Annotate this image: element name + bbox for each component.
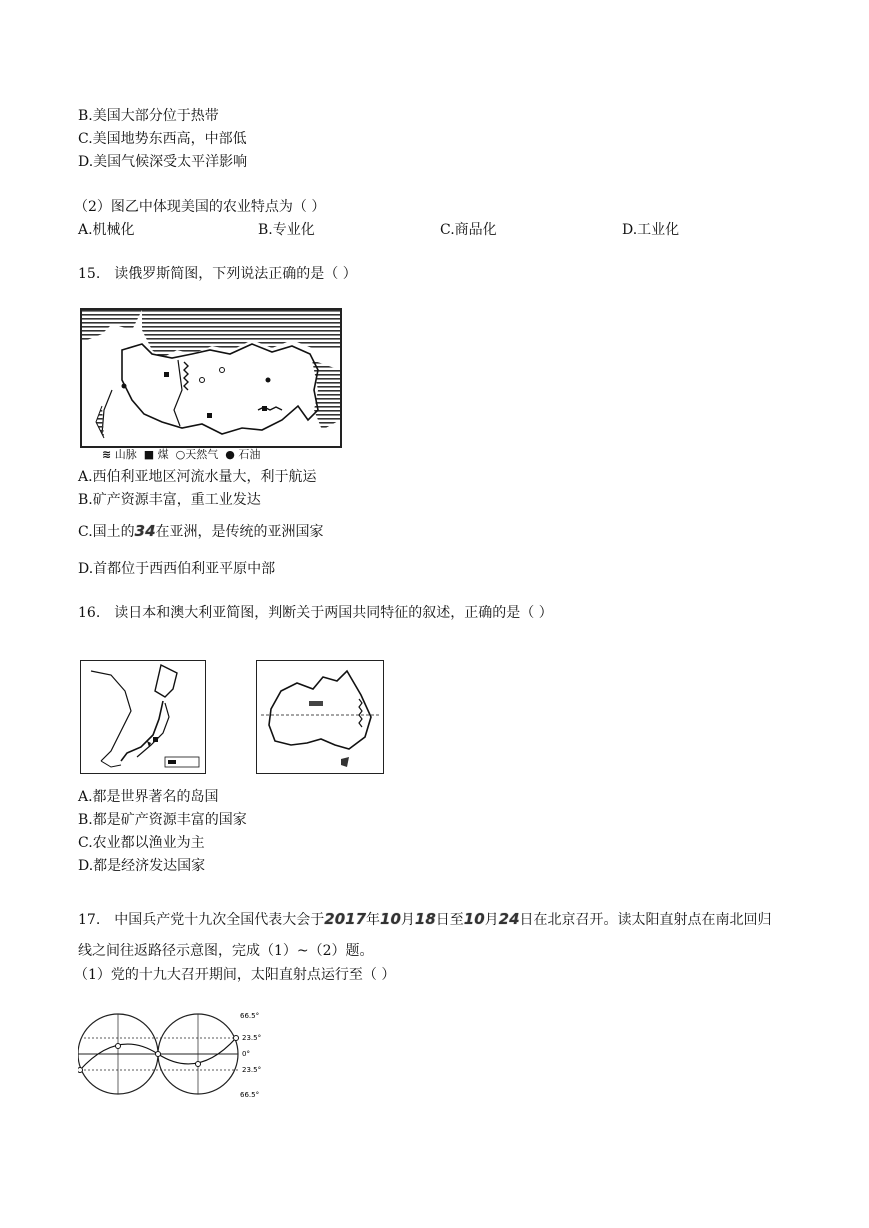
sun-path-drawing	[78, 1008, 268, 1100]
q17-day-2: 24	[498, 910, 520, 928]
q17-stem-post: 日在北京召开。读太阳直射点在南北回归	[519, 912, 772, 928]
lat-label-66s: 66.5°	[240, 1091, 260, 1099]
q17-stem	[78, 909, 772, 930]
q14-sub2-option-d: D.工业化	[622, 222, 680, 238]
q14-sub2-option-c: C.商品化	[440, 222, 497, 238]
mountain-legend-icon: ≋	[102, 448, 112, 461]
q15-option-a: A.西伯利亚地区河流水量大，利于航运	[78, 469, 317, 485]
q15-option-c-pre: C.国土的	[78, 524, 135, 540]
q15-option-c	[78, 521, 324, 542]
q14-sub2-option-b: B.专业化	[258, 222, 315, 238]
q17-year-unit: 年	[366, 912, 381, 928]
q14-option-b: B.美国大部分位于热带	[78, 108, 219, 124]
q15-stem: 15. 读俄罗斯简图，下列说法正确的是（ ）	[78, 266, 357, 282]
q17-month-unit-2: 月	[484, 912, 499, 928]
japan-map-drawing	[81, 661, 205, 773]
lat-label-23s: 23.5°	[242, 1066, 262, 1074]
russia-map-drawing	[82, 310, 340, 446]
q17-year: 2017	[324, 910, 367, 928]
coal-legend-icon: ■	[143, 448, 155, 461]
q17-sub1-stem: （1）党的十九大召开期间，太阳直射点运行至（ ）	[74, 967, 396, 983]
q17-month-1: 10	[380, 910, 401, 928]
q15-option-c-post: 在亚洲，是传统的亚洲国家	[155, 524, 324, 540]
legend-coal: 煤	[157, 448, 169, 461]
australia-map-drawing	[257, 661, 383, 773]
oil-legend-icon: ●	[225, 448, 235, 461]
q17-month-unit-1: 月	[400, 912, 415, 928]
q16-option-b: B.都是矿产资源丰富的国家	[78, 812, 247, 828]
legend-gas: 天然气	[185, 448, 219, 461]
legend-mountain: 山脉	[114, 448, 137, 461]
q14-option-c: C.美国地势东西高，中部低	[78, 131, 247, 147]
lat-label-23n: 23.5°	[242, 1034, 262, 1042]
q16-option-a: A.都是世界著名的岛国	[78, 789, 219, 805]
q17-day-1: 18	[414, 910, 436, 928]
q16-stem: 16. 读日本和澳大利亚简图，判断关于两国共同特征的叙述，正确的是（ ）	[78, 605, 553, 621]
q17-month-2: 10	[463, 910, 485, 928]
legend-oil: 石油	[238, 448, 261, 461]
japan-map	[80, 660, 206, 774]
q14-option-d: D.美国气候深受太平洋影响	[78, 154, 248, 170]
russia-map-legend	[102, 448, 260, 462]
q15-option-d: D.首都位于西西伯利亚平原中部	[78, 561, 276, 577]
q16-option-d: D.都是经济发达国家	[78, 858, 206, 874]
q14-sub2-option-a: A.机械化	[78, 222, 135, 238]
q16-option-c: C.农业都以渔业为主	[78, 835, 205, 851]
russia-map	[80, 308, 342, 448]
australia-map	[256, 660, 384, 774]
q17-stem-line2: 线之间往返路径示意图，完成（1）~（2）题。	[78, 943, 374, 959]
gas-legend-icon: ○	[175, 448, 186, 461]
q15-option-b: B.矿产资源丰富，重工业发达	[78, 492, 261, 508]
q17-to: 日至	[435, 912, 464, 928]
q14-sub2-stem: （2）图乙中体现美国的农业特点为（ ）	[74, 199, 326, 215]
lat-label-66n: 66.5°	[240, 1012, 260, 1020]
sun-path-diagram	[78, 1008, 268, 1100]
q15-option-c-fraction: 34	[134, 522, 156, 540]
lat-label-0: 0°	[242, 1050, 250, 1058]
q17-stem-pre: 17. 中国兵产党十九次全国代表大会于	[78, 912, 325, 928]
